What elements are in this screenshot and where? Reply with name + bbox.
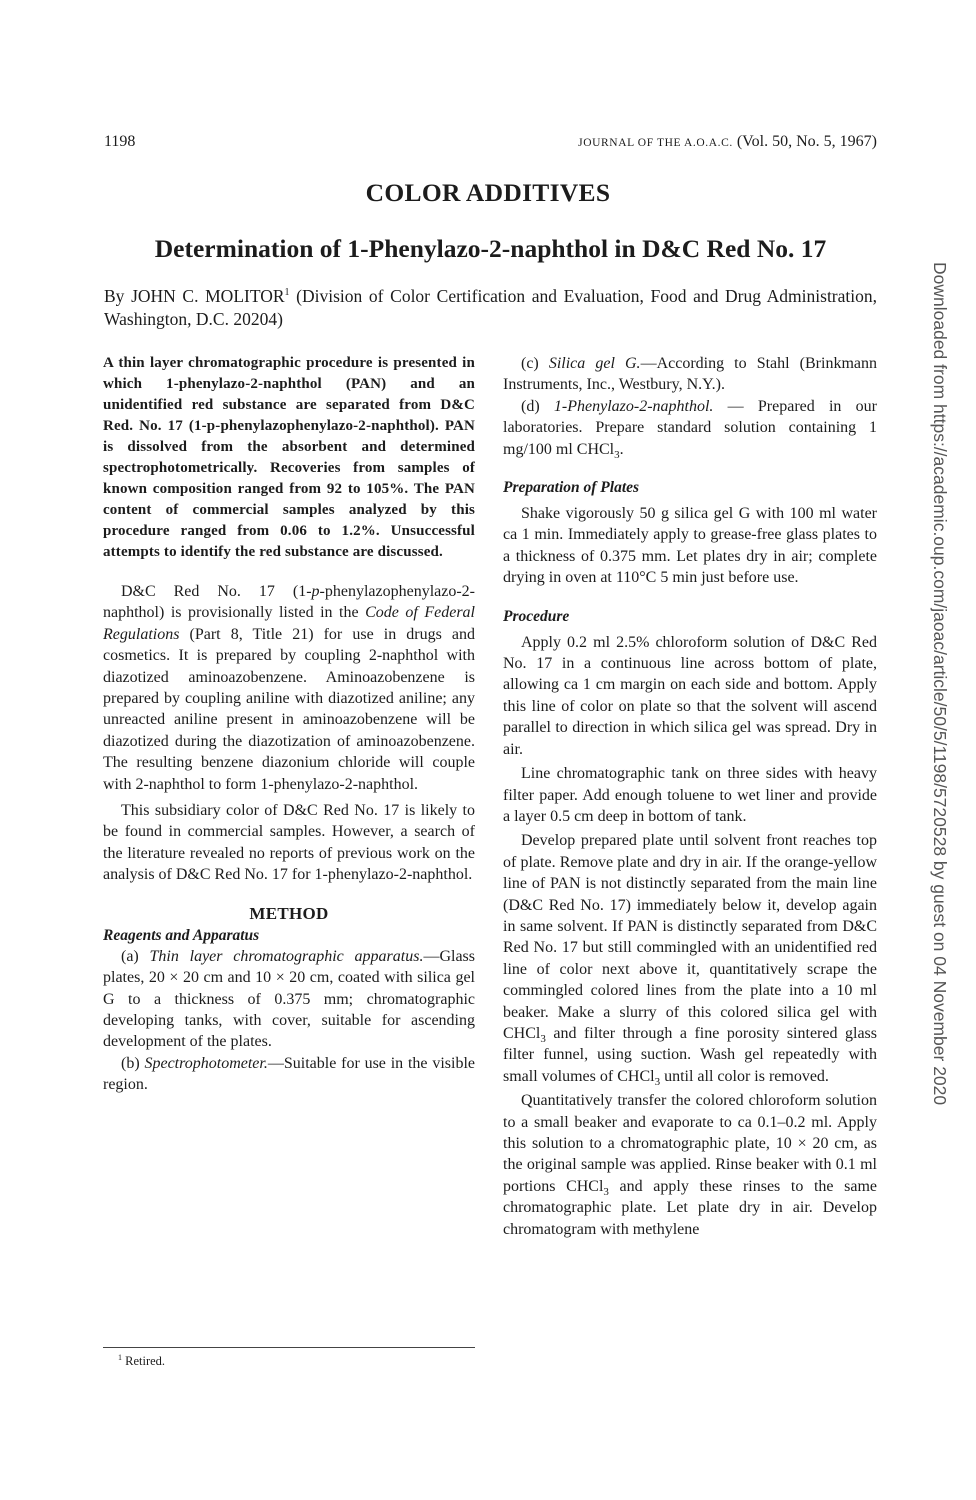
reagents-heading: Reagents and Apparatus — [103, 926, 260, 944]
cfr-title: Code of Federal Regulations — [103, 604, 475, 643]
left-column — [103, 353, 475, 1096]
item-text: — Prepared in our laboratories. Prepare standard solution containing 1 mg/100 ml CHCl — [503, 397, 877, 458]
journal-reference — [578, 133, 877, 151]
procedure-heading: Procedure — [503, 607, 570, 625]
method-heading: METHOD — [249, 903, 329, 923]
plates-paragraph: Shake vigorously 50 g silica gel G with 100 ml water ca 1 min. Immediately apply to grease-free glass plates to a thickness of 0.375 mm. Let plates dry in air; complete drying in oven at 110°C 5 min just before use. — [503, 505, 877, 587]
subscript: 3 — [614, 448, 620, 461]
procedure-section — [503, 632, 877, 1240]
item-text: —Suitable for use in the visible region. — [103, 1054, 475, 1094]
subscript: 3 — [540, 1033, 546, 1046]
intro-text: D&C Red No. 17 (1- — [121, 583, 312, 600]
footnote — [118, 1354, 165, 1369]
plates-section — [503, 503, 877, 589]
section-title: COLOR ADDITIVES — [365, 178, 611, 207]
intro-text: (Part 8, Title 21) for use in drugs and cosmetics. It is prepared by coupling 2-naphthol with diazotized aminoazobenzene. Aminoazobenzene is prepared by coupling aniline with diazotized aniline; any unreacted aniline present in aminoazobenzene will be diazotized during the diazotization of aminoazobenzene. The resulting benzene diazonium chloride will couple with 2-naphthol to form 1-phenylazo-2-naphthol. — [103, 625, 475, 793]
page-number: 1198 — [104, 133, 136, 150]
intro-paragraph-1 — [103, 581, 475, 795]
byline — [104, 285, 877, 331]
item-text: . — [619, 440, 624, 458]
journal-name: JOURNAL OF THE A.O.A.C. — [578, 137, 733, 149]
subscript: 3 — [603, 1186, 609, 1198]
procedure-text: Develop prepared plate until solvent front reaches top of plate. Remove plate and dry in air. If the orange-yellow line of PAN is not distinctly separated from the main line (D&C Red No. 17) immediately below it, develop again in same solvent. If PAN is distinctly separated from D&C Red No. 17 but still commingled with an unidentified red line of color next above it, quantitatively scrape the commingled colored lines from the plate into a 10 ml beaker. Make a slurry of this colored silica gel with CHCl — [503, 832, 877, 1042]
reagents-list — [103, 946, 475, 1096]
procedure-paragraph-3 — [503, 830, 877, 1087]
running-head — [104, 133, 877, 157]
item-title: Spectrophotometer. — [144, 1054, 268, 1072]
procedure-paragraph-4 — [503, 1090, 877, 1240]
item-title: Silica gel G. — [548, 355, 641, 372]
item-title: Thin layer chromatographic apparatus. — [149, 947, 424, 965]
right-column — [503, 353, 877, 1240]
item-label: (a) — [121, 947, 150, 965]
procedure-text: until all color is removed. — [660, 1067, 829, 1085]
reagents-list-continued — [503, 353, 877, 460]
author-affiliation: (Division of Color Certification and Evaluation, Food and Drug Administration, Washington, D.C. 20204) — [104, 286, 877, 329]
footnote-divider — [103, 1347, 475, 1348]
item-label: (c) — [521, 355, 549, 372]
download-watermark-text: Downloaded from https://academic.oup.com/jaoac/article/50/5/1198/5720528 by guest on 04 November 2020 — [930, 262, 950, 1106]
procedure-text: and filter through a fine porosity sintered glass filter funnel, using suction. Wash gel repeatedly with small volumes of CHCl — [503, 1024, 877, 1085]
introduction — [103, 581, 475, 886]
para-italic-p: p — [311, 583, 320, 600]
footnote-text: Retired. — [122, 1354, 166, 1368]
author-footnote-mark: 1 — [284, 287, 290, 299]
reagent-b — [103, 1053, 475, 1096]
reagent-a — [103, 946, 475, 1053]
item-text: —According to Stahl (Brinkmann Instruments, Inc., Westbury, N.Y.). — [503, 355, 878, 394]
journal-volume: (Vol. 50, No. 5, 1967) — [736, 133, 877, 150]
item-label: (d) — [521, 397, 554, 415]
reagent-d — [503, 396, 877, 460]
intro-text: -phenylazophenylazo-2-naphthol) is provisionally listed in the — [103, 583, 475, 622]
plates-heading: Preparation of Plates — [503, 479, 640, 497]
item-title: 1-Phenylazo-2-naphthol. — [553, 397, 714, 415]
procedure-text: Quantitatively transfer the colored chloroform solution to a small beaker and evaporate to ca 0.1–0.2 ml. Apply this solution to a chromatographic plate, 10 × 20 cm, as the original sample was applied. Rinse beaker with 0.1 ml portions CHCl — [503, 1092, 877, 1195]
abstract: A thin layer chromatographic procedure is presented in which 1-phenylazo-2-naphthol (PAN) and an unidentified red substance are separated from D&C Red. No. 17 (1-p-phenylazophenylazo-2-naphthol). PAN is dissolved from the absorbent and determined spectrophotometrically. Recoveries from samples of known composition ranged from 92 to 105%. The PAN content of commercial samples analyzed by this procedure ranged from 0.06 to 1.2%. Unsuccessful attempts to identify the red substance are discussed. — [103, 355, 475, 560]
item-text: —Glass plates, 20 × 20 cm and 10 × 20 cm, coated with silica gel G to a thickness of 0.375 mm; chromatographic developing tanks, with cover, suitable for ascending development of the plates. — [103, 947, 476, 1051]
article-title: Determination of 1-Phenylazo-2-naphthol in D&C Red No. 17 — [154, 234, 827, 263]
item-label: (b) — [121, 1054, 145, 1072]
footnote-mark: 1 — [118, 1352, 122, 1362]
procedure-paragraph-2: Line chromatographic tank on three sides with heavy filter paper. Add enough toluene to wet liner and provide a layer 0.5 cm deep in bottom of tank. — [503, 765, 877, 825]
procedure-paragraph-1: Apply 0.2 ml 2.5% chloroform solution of D&C Red No. 17 in a continuous line across bottom of plate, allowing ca 1 cm margin on each side and bottom. Apply this line of color on plate so that the solvent will ascend parallel to direction in which silica gel was spread. Dry in air. — [503, 633, 877, 758]
subscript: 3 — [654, 1075, 661, 1088]
procedure-text: and apply these rinses to the same chromatographic plate. Let plate dry in air. Develop chromatogram with methylene — [503, 1177, 878, 1238]
reagent-c — [503, 353, 877, 396]
download-watermark — [926, 262, 954, 1152]
intro-paragraph-2: This subsidiary color of D&C Red No. 17 is likely to be found in commercial samples. However, a search of the literature revealed no reports of previous work on the analysis of D&C Red No. 17 for 1-phenylazo-2-naphthol. — [103, 802, 475, 884]
author-name: By JOHN C. MOLITOR — [104, 286, 285, 306]
